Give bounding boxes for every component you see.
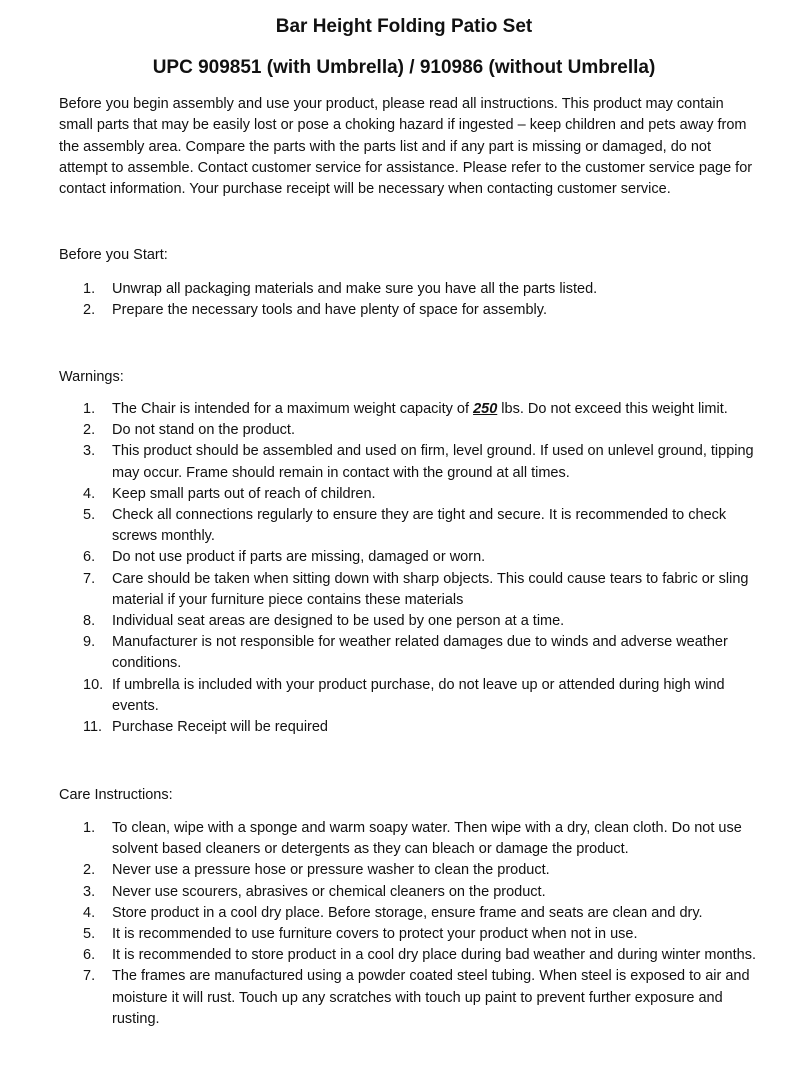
list-item bbox=[59, 818, 759, 860]
item-text: The Chair is intended for a maximum weight capacity of bbox=[112, 401, 474, 417]
item-text: The frames are manufactured using a powder coated steel tubing. When steel is exposed to air and moisture it will rust. Touch up any scratches with touch up paint to prevent further exposure and rusting. bbox=[112, 968, 750, 1027]
list-item bbox=[59, 611, 759, 632]
item-text: Manufacturer is not responsible for weather related damages due to winds and adverse weather conditions. bbox=[112, 634, 728, 672]
item-text: Never use scourers, abrasives or chemical cleaners on the product. bbox=[112, 883, 546, 900]
item-number: 9. bbox=[83, 634, 96, 651]
weight-capacity-value: 250 bbox=[473, 401, 498, 417]
list-item bbox=[59, 945, 759, 966]
item-number: 3. bbox=[83, 883, 96, 900]
list-item bbox=[59, 300, 759, 321]
item-number: 1. bbox=[83, 281, 96, 297]
item-text: Do not use product if parts are missing, damaged or worn. bbox=[112, 549, 486, 566]
item-text: Care should be taken when sitting down with sharp objects. This could cause tears to fabric or sling material if your furniture piece contains these materials bbox=[112, 570, 749, 608]
item-number: 8. bbox=[83, 613, 96, 630]
item-number: 4. bbox=[83, 904, 96, 921]
item-number: 2. bbox=[83, 422, 96, 439]
list-item bbox=[59, 966, 759, 1030]
item-text: It is recommended to store product in a cool dry place during bad weather and during winter months. bbox=[112, 947, 756, 964]
item-text: Prepare the necessary tools and have plenty of space for assembly. bbox=[112, 302, 547, 319]
item-number: 10. bbox=[83, 676, 104, 693]
item-number: 2. bbox=[83, 862, 96, 879]
item-number: 7. bbox=[83, 570, 96, 587]
list-item bbox=[59, 632, 759, 674]
item-number: 1. bbox=[83, 820, 96, 836]
item-number: 11. bbox=[83, 719, 103, 736]
item-text: This product should be assembled and used on firm, level ground. If used on unlevel ground, tipping may occur. Frame should remain in contact with the ground at all times. bbox=[112, 443, 754, 481]
item-text: Check all connections regularly to ensure they are tight and secure. It is recommended to check screws monthly. bbox=[112, 507, 727, 545]
item-text: lbs. Do not exceed this weight limit. bbox=[497, 401, 728, 417]
list-item bbox=[59, 569, 759, 611]
item-text: Unwrap all packaging materials and make sure you have all the parts listed. bbox=[112, 281, 598, 297]
list-item bbox=[59, 717, 759, 738]
upc-subtitle: UPC 909851 (with Umbrella) / 910986 (without Umbrella) bbox=[152, 57, 656, 78]
list-item bbox=[59, 505, 759, 547]
item-number: 6. bbox=[83, 947, 96, 964]
item-text: It is recommended to use furniture covers to protect your product when not in use. bbox=[112, 926, 638, 943]
item-number: 4. bbox=[83, 485, 96, 502]
item-number: 7. bbox=[83, 968, 96, 985]
item-number: 2. bbox=[83, 302, 96, 319]
item-number: 5. bbox=[83, 926, 96, 943]
list-item bbox=[59, 484, 759, 505]
item-text: Do not stand on the product. bbox=[112, 422, 295, 439]
list-item bbox=[59, 924, 759, 945]
list-item bbox=[59, 420, 759, 441]
list-item bbox=[59, 399, 759, 420]
item-text: To clean, wipe with a sponge and warm soapy water. Then wipe with a dry, clean cloth. Do not use solvent based cleaners or detergents as they can bleach or damage the product. bbox=[112, 820, 742, 858]
item-number: 5. bbox=[83, 507, 96, 524]
warnings-list bbox=[59, 399, 759, 738]
list-item bbox=[59, 547, 759, 568]
item-text: Keep small parts out of reach of children. bbox=[112, 485, 376, 502]
item-text: Individual seat areas are designed to be used by one person at a time. bbox=[112, 613, 565, 630]
item-number: 1. bbox=[83, 401, 96, 417]
warnings-heading: Warnings: bbox=[59, 369, 124, 385]
before-start-heading: Before you Start: bbox=[59, 247, 168, 263]
list-item bbox=[59, 441, 759, 483]
care-instructions-heading: Care Instructions: bbox=[59, 787, 173, 803]
item-text: Purchase Receipt will be required bbox=[112, 719, 328, 736]
item-number: 3. bbox=[83, 443, 96, 460]
list-item bbox=[59, 860, 759, 881]
list-item bbox=[59, 675, 759, 717]
list-item bbox=[59, 882, 759, 903]
list-item bbox=[59, 903, 759, 924]
intro-paragraph: Before you begin assembly and use your product, please read all instructions. This product may contain small parts that may be easily lost or pose a choking hazard if ingested – keep children and pets away from the assembly area. Compare the parts with the parts list and if any part is missing or damaged, do not attempt to assemble. Contact customer service for assistance. Please refer to the customer service page for contact information. Your purchase receipt will be necessary when contacting customer service. bbox=[59, 96, 753, 198]
list-item bbox=[59, 279, 759, 300]
care-instructions-list bbox=[59, 818, 759, 1030]
item-number: 6. bbox=[83, 549, 96, 566]
document-title: Bar Height Folding Patio Set bbox=[275, 16, 533, 37]
item-text: Never use a pressure hose or pressure washer to clean the product. bbox=[112, 862, 550, 879]
before-start-list bbox=[59, 279, 759, 321]
item-text: Store product in a cool dry place. Before storage, ensure frame and seats are clean and dry. bbox=[112, 904, 703, 921]
item-text: If umbrella is included with your product purchase, do not leave up or attended during high wind events. bbox=[112, 676, 725, 714]
